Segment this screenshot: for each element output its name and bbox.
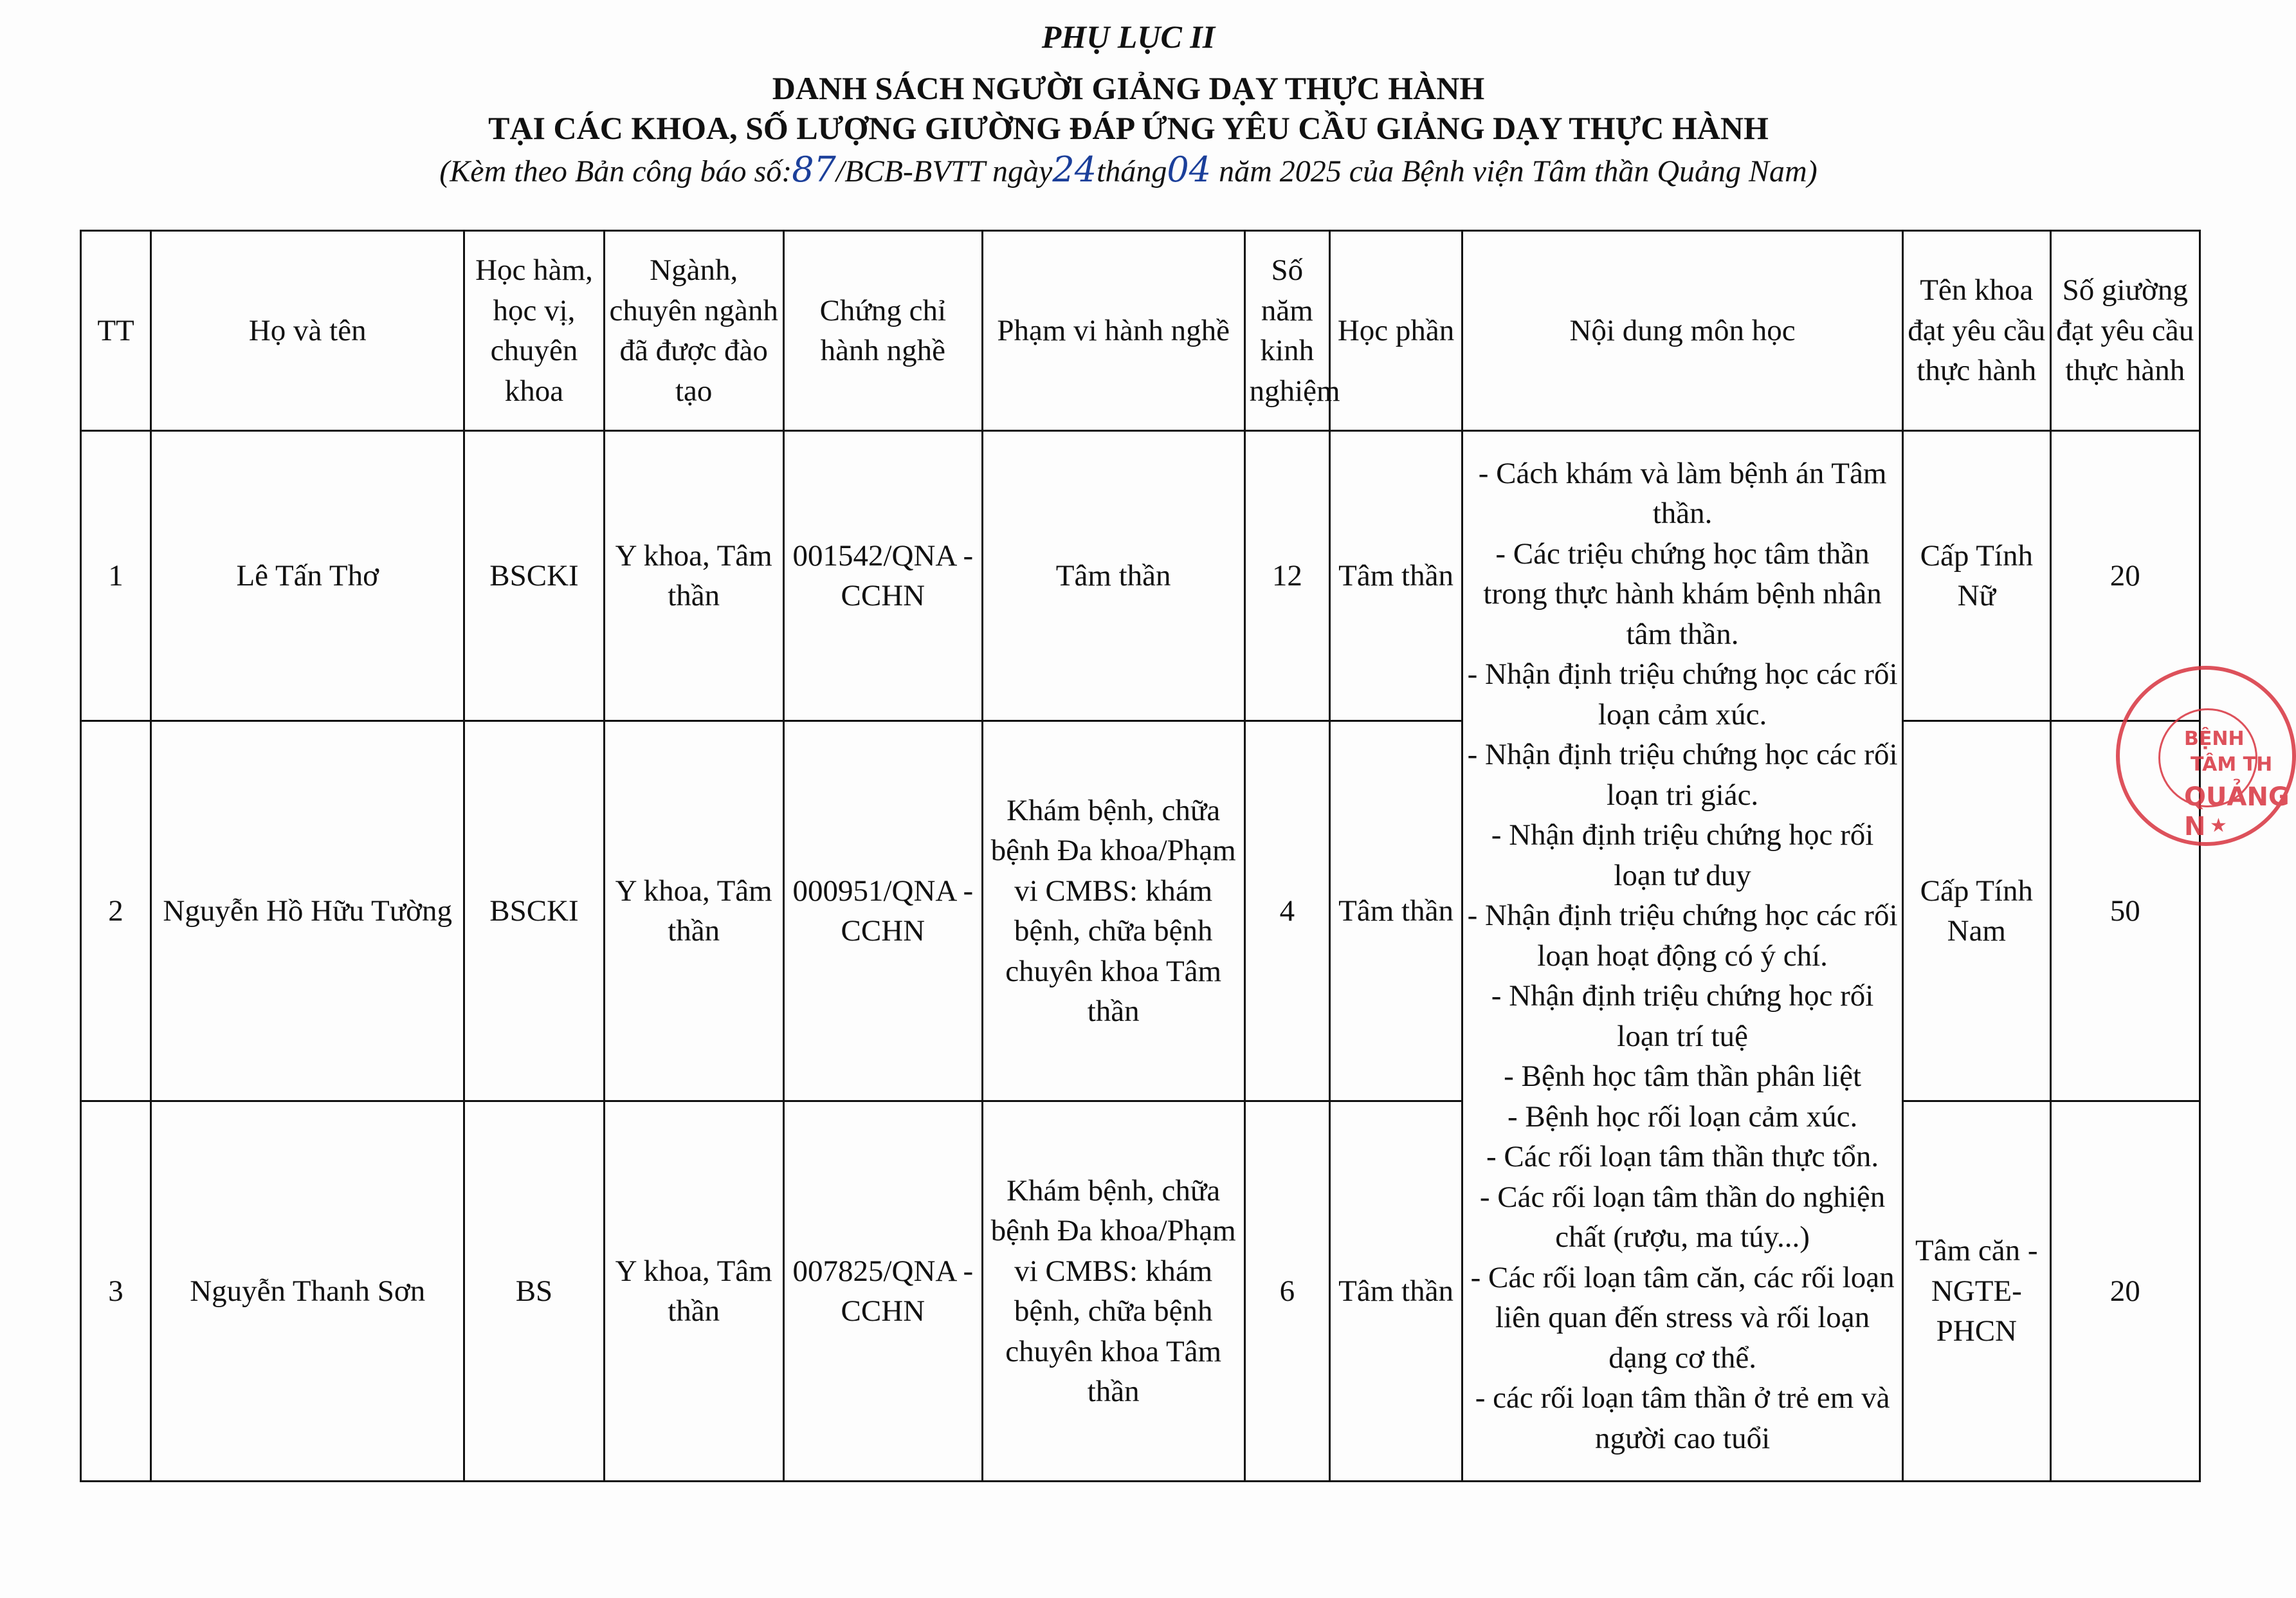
cell-scope: Tâm thần xyxy=(982,431,1244,721)
cell-years: 12 xyxy=(1244,431,1330,721)
cell-degree: BS xyxy=(464,1101,604,1482)
header-department: Tên khoa đạt yêu cầu thực hành xyxy=(1903,231,2050,431)
stamp-star-icon: ★ xyxy=(2210,815,2227,836)
content-item: - các rối loạn tâm thần ở trẻ em và người cao tuổi xyxy=(1475,1381,1890,1455)
cell-degree: BSCKI xyxy=(464,431,604,721)
cell-scope: Khám bệnh, chữa bệnh Đa khoa/Phạm vi CMBS: khám bệnh, chữa bệnh chuyên khoa Tâm thần xyxy=(982,1101,1244,1482)
header-tt: TT xyxy=(81,231,151,431)
cell-beds: 20 xyxy=(2050,1101,2200,1482)
header-years: Số năm kinh nghiệm xyxy=(1244,231,1330,431)
cell-major: Y khoa, Tâm thần xyxy=(604,721,783,1101)
cell-module: Tâm thần xyxy=(1330,721,1462,1101)
cell-certificate: 007825/QNA -CCHN xyxy=(783,1101,982,1482)
cell-department: Cấp Tính Nam xyxy=(1903,721,2050,1101)
content-item: - Các rối loạn tâm thần thực tổn. xyxy=(1486,1140,1879,1174)
header-beds: Số giường đạt yêu cầu thực hành xyxy=(2050,231,2200,431)
stamp-text-line2: TÂM TH xyxy=(2191,753,2273,776)
handwritten-day: 24 xyxy=(1052,149,1097,190)
instructor-table xyxy=(80,230,2201,1482)
header-name: Họ và tên xyxy=(151,231,464,431)
cell-degree: BSCKI xyxy=(464,721,604,1101)
cell-years: 6 xyxy=(1244,1101,1330,1482)
cell-department: Cấp Tính Nữ xyxy=(1903,431,2050,721)
header-scope: Phạm vi hành nghề xyxy=(982,231,1244,431)
table-header-row xyxy=(81,231,2200,431)
cell-name: Lê Tấn Thơ xyxy=(151,431,464,721)
header-degree: Học hàm, học vị, chuyên khoa xyxy=(464,231,604,431)
cell-major: Y khoa, Tâm thần xyxy=(604,1101,783,1482)
cell-module: Tâm thần xyxy=(1330,1101,1462,1482)
header-certificate: Chứng chỉ hành nghề xyxy=(783,231,982,431)
document-title-line2: TẠI CÁC KHOA, SỐ LƯỢNG GIƯỜNG ĐÁP ỨNG YÊU CẦU GIẢNG DẠY THỰC HÀNH xyxy=(488,110,1769,146)
appendix-label: PHỤ LỤC II xyxy=(1041,19,1216,55)
content-item: - Nhận định triệu chứng học rối loạn trí tuệ xyxy=(1491,979,1874,1053)
table-row xyxy=(81,431,2200,721)
cell-name: Nguyễn Thanh Sơn xyxy=(151,1101,464,1482)
cell-certificate: 000951/QNA -CCHN xyxy=(783,721,982,1101)
cell-major: Y khoa, Tâm thần xyxy=(604,431,783,721)
content-item: - Bệnh học tâm thần phân liệt xyxy=(1504,1060,1862,1094)
cell-department: Tâm căn - NGTE-PHCN xyxy=(1903,1101,2050,1482)
cell-tt: 2 xyxy=(81,721,151,1101)
cell-certificate: 001542/QNA -CCHN xyxy=(783,431,982,721)
content-item: - Các rối loạn tâm căn, các rối loạn liên quan đến stress và rối loạn dạng cơ thể. xyxy=(1470,1260,1895,1375)
header-module: Học phần xyxy=(1330,231,1462,431)
header-major: Ngành, chuyên ngành đã được đào tạo xyxy=(604,231,783,431)
cell-scope: Khám bệnh, chữa bệnh Đa khoa/Phạm vi CMBS: khám bệnh, chữa bệnh chuyên khoa Tâm thần xyxy=(982,721,1244,1101)
content-item: - Cách khám và làm bệnh án Tâm thần. xyxy=(1478,456,1887,531)
cell-years: 4 xyxy=(1244,721,1330,1101)
cell-tt: 3 xyxy=(81,1101,151,1482)
content-item: - Nhận định triệu chứng học các rối loạn hoạt động có ý chí. xyxy=(1467,899,1898,973)
content-item: - Các triệu chứng học tâm thần trong thực hành khám bệnh nhân tâm thần. xyxy=(1483,537,1882,651)
cell-module: Tâm thần xyxy=(1330,431,1462,721)
official-stamp xyxy=(2116,666,2296,846)
content-item: - Các rối loạn tâm thần do nghiện chất (rượu, ma túy...) xyxy=(1479,1180,1886,1254)
handwritten-month: 04 xyxy=(1167,149,1212,190)
cell-tt: 1 xyxy=(81,431,151,721)
content-item: - Nhận định triệu chứng học các rối loạn cảm xúc. xyxy=(1467,657,1898,731)
cell-name: Nguyễn Hồ Hữu Tường xyxy=(151,721,464,1101)
document-title-line1: DANH SÁCH NGƯỜI GIẢNG DẠY THỰC HÀNH xyxy=(772,70,1485,106)
header-content: Nội dung môn học xyxy=(1462,231,1903,431)
cell-beds: 50 xyxy=(2050,721,2200,1101)
subtitle-part1: (Kèm theo Bản công báo số: xyxy=(439,154,792,188)
content-item: - Nhận định triệu chứng học rối loạn tư duy xyxy=(1491,818,1874,892)
content-item: - Nhận định triệu chứng học các rối loạn tri giác. xyxy=(1467,738,1898,812)
cell-beds: 20 xyxy=(2050,431,2200,721)
stamp-text-line1: BỆNH xyxy=(2184,728,2245,750)
document-subtitle xyxy=(0,149,2257,190)
stamp-text-line3: QUẢNG N xyxy=(2184,782,2290,841)
cell-course-content xyxy=(1462,431,1903,1482)
subtitle-part3: tháng xyxy=(1097,154,1167,188)
handwritten-number: 87 xyxy=(792,149,836,190)
subtitle-part2: /BCB-BVTT ngày xyxy=(835,154,1053,188)
content-item: - Bệnh học rối loạn cảm xúc. xyxy=(1507,1099,1858,1134)
subtitle-part4: năm 2025 của Bệnh viện Tâm thần Quảng Nam) xyxy=(1219,154,1818,188)
